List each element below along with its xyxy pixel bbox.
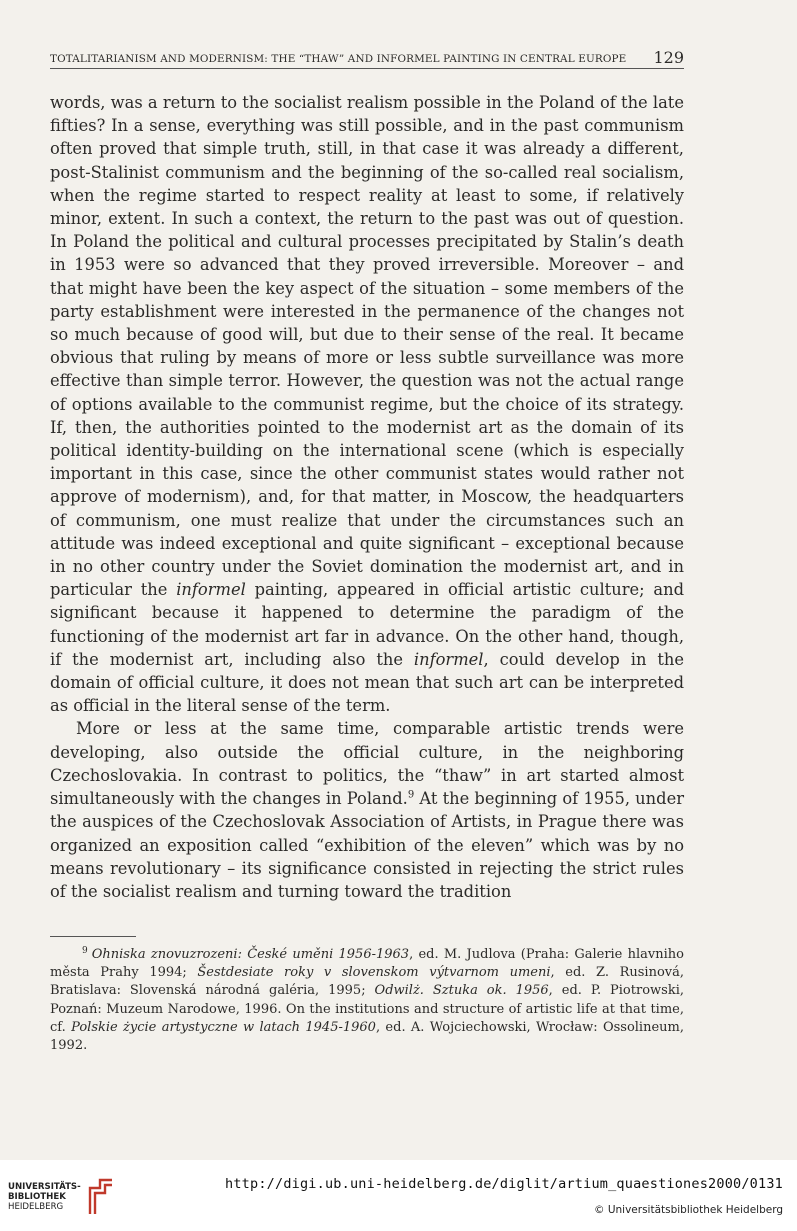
running-title: TOTALITARIANISM AND MODERNISM: THE “THAW” AND INFORMEL PAINTING IN CENTRAL EUROPE: [50, 53, 627, 65]
text-run: , ed. Z. Rusinová, Bratislava: Slovenská národná galéria, 1995;: [50, 965, 685, 999]
italic-title: Šestdesiate roky v slovenskom výtvarnom umeni: [197, 965, 551, 981]
logo-line: UNIVERSITÄTS-: [8, 1182, 81, 1192]
footnote-mark: 9: [82, 945, 88, 956]
library-emblem-icon: [86, 1174, 116, 1216]
paragraph-1: [50, 91, 684, 717]
paragraph-2: [50, 717, 684, 903]
text-run: More or less at the same time, comparable artistic trends were developing, also outside the official culture, in the neighboring Czechoslovakia. In contrast to politics, the “thaw” in art started almost simultaneously with the changes in Poland.: [50, 719, 684, 809]
italic-title: Polskie życie artystyczne w latach 1945-1960: [71, 1019, 376, 1035]
italic-term: informel: [413, 649, 484, 669]
library-logo[interactable]: [8, 1174, 118, 1224]
text-run: , ed. A. Wojciechowski, Wrocław: Ossolineum, 1992.: [50, 1019, 684, 1054]
italic-term: informel: [176, 580, 246, 600]
footnote-ref[interactable]: 9: [407, 789, 415, 801]
italic-title: Odwilż. Sztuka ok. 1956: [374, 983, 549, 999]
text-run: painting, appeared in official artistic culture; and significant because it happened to determine the paradigm of the functioning of the modernist art far in advance. On the other hand, though, if the modernist art, including also the: [50, 580, 684, 669]
logo-line: BIBLIOTHEK: [8, 1192, 66, 1202]
footnote: [50, 946, 684, 1055]
footer-bar: [0, 1160, 797, 1231]
running-header: [50, 46, 684, 69]
logo-text: [8, 1182, 81, 1212]
text-run: At the beginning of 1955, under the auspices of the Czechoslovak Association of Artists, in Prague there was organized an exposition called “exhibition of the eleven” which was by no means revolutionary – its significance consisted in rejecting the strict rules of the socialist realism and turning toward the tradition: [50, 789, 684, 901]
text-run: words, was a return to the socialist realism possible in the Poland of the late fifties? In a sense, everything was still possible, and in the past communism often proved that simple truth, still, in that case it was already a different, post-Stalinist communism and the beginning of the so-called real socialism, when the regime started to respect reality at least to some, if relatively minor, extent. In such a context, the return to the past was out of question. In Poland the political and cultural processes precipitated by Stalin’s death in 1953 were so advanced that they proved irreversible. Moreover – and that might have been the key aspect of the situation – some members of the party establishment were interested in the permanence of the changes not so much because of good will, but due to their sense of the real. It became obvious that ruling by means of more or less subtle surveillance was more effective than simple terror. However, the question was not the actual range of options available to the communist regime, but the choice of its strategy. If, then, the authorities pointed to the modernist art as the domain of its political identity-building on the international scene (which is especially important in this case, since the other communist states would rather not approve of modernism), and, for that matter, in Moscow, the headquarters of communism, one must realize that under the circumstances such an attitude was indeed exceptional and quite significant – exceptional because in no other country under the Soviet domination the modernist art, and in particular the: [50, 93, 684, 600]
logo-line: HEIDELBERG: [8, 1202, 64, 1212]
italic-title: Ohniska znovuzrozeni: České uměni 1956-1963: [91, 947, 410, 962]
text-run: , ed. P. Piotrowski, Poznań: Muzeum Narodowe, 1996. On the institutions and structure of artistic life at that time, cf.: [50, 983, 684, 1035]
body-text: [50, 91, 684, 903]
copyright-notice: © Universitätsbibliothek Heidelberg: [593, 1204, 783, 1216]
text-run: , ed. M. Judlova (Praha: Galerie hlavniho města Prahy 1994;: [50, 947, 684, 981]
text-run: , could develop in the domain of official culture, it does not mean that such art can be interpreted as official in the literal sense of the term.: [50, 649, 685, 716]
footnote-divider: [50, 936, 136, 937]
page-number: 129: [653, 48, 684, 67]
source-url-link[interactable]: http://digi.ub.uni-heidelberg.de/diglit/artium_quaestiones2000/0131: [225, 1176, 783, 1192]
